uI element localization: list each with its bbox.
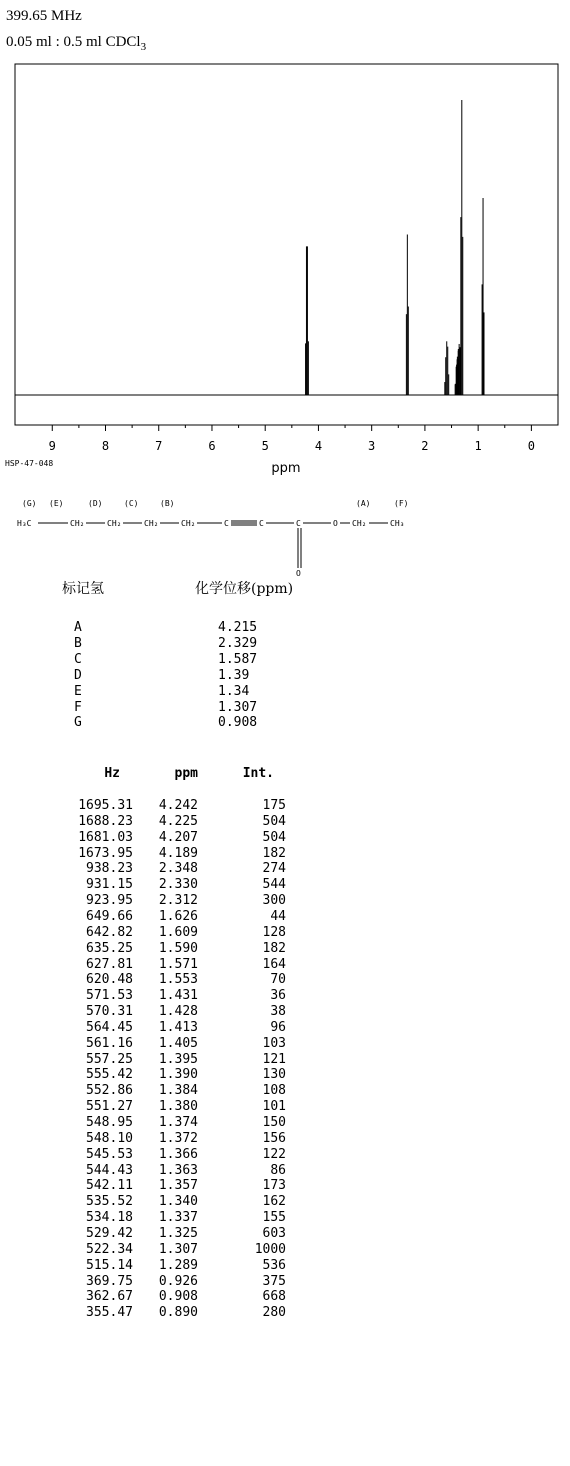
- label-f: (F): [394, 499, 409, 508]
- label-g: (G): [22, 499, 37, 508]
- peak-int: 173: [262, 1178, 286, 1194]
- assignment-shift: 1.39: [218, 667, 250, 683]
- label-c: (C): [124, 499, 139, 508]
- peak-ppm: 1.390: [158, 1067, 198, 1083]
- peak-int: 164: [262, 956, 286, 972]
- assignment-shift: 1.34: [218, 683, 250, 699]
- peak-header-ppm: ppm: [174, 766, 198, 781]
- peak-ppm: 1.337: [158, 1210, 198, 1226]
- atom-ch3-f: CH₃: [390, 519, 405, 528]
- peak-int: 536: [262, 1257, 286, 1273]
- label-d: (D): [88, 499, 103, 508]
- peak-hz: 551.27: [86, 1099, 133, 1115]
- peak-hz: 923.95: [86, 893, 133, 909]
- peak-int: 44: [270, 908, 286, 924]
- peak-int: 156: [262, 1130, 286, 1146]
- peak-hz: 544.43: [86, 1162, 133, 1178]
- peak-ppm: 4.207: [158, 829, 198, 845]
- peak-int: 162: [262, 1194, 286, 1210]
- peak-ppm: 1.357: [158, 1178, 198, 1194]
- peak-int: 603: [262, 1225, 286, 1241]
- x-tick-label: 4: [314, 439, 323, 453]
- peak-int: 175: [262, 798, 286, 813]
- label-e: (E): [49, 499, 64, 508]
- peak-hz: 362.67: [86, 1289, 133, 1305]
- peak-int: 544: [262, 877, 286, 893]
- peak-ppm: 1.428: [158, 1004, 198, 1020]
- peak-ppm: 1.590: [158, 940, 198, 956]
- assignment-label: B: [74, 635, 82, 651]
- peak-hz: 642.82: [86, 924, 133, 940]
- peak-hz: 542.11: [86, 1178, 133, 1194]
- peak-int: 300: [262, 893, 286, 909]
- peak-int: 121: [262, 1051, 286, 1067]
- assignment-shift: 4.215: [218, 620, 258, 635]
- peak-hz: 355.47: [86, 1305, 133, 1321]
- peak-int: 504: [262, 829, 286, 845]
- assignment-shift: 0.908: [218, 715, 258, 731]
- peak-hz: 938.23: [86, 861, 133, 877]
- peak-int: 130: [262, 1067, 286, 1083]
- peak-ppm: 1.571: [158, 956, 198, 972]
- atom-o-ester: O: [333, 519, 338, 528]
- peak-hz: 635.25: [86, 940, 133, 956]
- peak-hz: 931.15: [86, 877, 133, 893]
- atom-ch2-e: CH₂: [70, 519, 85, 528]
- peak-int: 504: [262, 813, 286, 829]
- peak-ppm: 1.374: [158, 1115, 198, 1130]
- atom-c-alkyne-2: C: [259, 519, 264, 528]
- plot-frame: [15, 64, 558, 425]
- peak-hz: 627.81: [86, 956, 133, 972]
- peak-hz: 557.25: [86, 1051, 133, 1067]
- peak-ppm: 1.325: [158, 1225, 198, 1241]
- peak-int: 122: [262, 1146, 286, 1162]
- peak-hz: 535.52: [86, 1194, 133, 1210]
- assignment-shift: 1.307: [218, 699, 258, 715]
- peak-hz: 570.31: [86, 1004, 133, 1020]
- peak-hz: 369.75: [86, 1273, 133, 1289]
- peak-hz: 548.10: [86, 1130, 133, 1146]
- nmr-spectrum-chart: [0, 0, 570, 480]
- peak-hz: 548.95: [86, 1115, 133, 1130]
- assignment-header-proton: 标记氢: [62, 581, 104, 597]
- peak-header-int: Int.: [242, 766, 274, 781]
- peak-hz: 1681.03: [78, 829, 133, 845]
- atom-c-carbonyl: C: [296, 519, 301, 528]
- peak-int: 103: [262, 1035, 286, 1051]
- peak-ppm: 1.366: [158, 1146, 198, 1162]
- peak-ppm: 0.926: [158, 1273, 198, 1289]
- atom-ch2-d: CH₂: [107, 519, 122, 528]
- label-b: (B): [160, 499, 175, 508]
- peak-hz: 1688.23: [78, 813, 133, 829]
- peak-hz: 649.66: [86, 908, 133, 924]
- peak-int: 155: [262, 1210, 286, 1226]
- assignment-header-shift: 化学位移(ppm): [195, 581, 294, 597]
- peak-ppm: 4.189: [158, 845, 198, 861]
- x-tick-label: 0: [527, 439, 535, 453]
- atom-ch2-c: CH₂: [144, 519, 159, 528]
- assignment-shift: 1.587: [218, 651, 258, 667]
- peak-ppm: 1.626: [158, 908, 198, 924]
- peak-int: 128: [262, 924, 286, 940]
- peak-int: 150: [262, 1115, 286, 1130]
- atom-h3c: H₃C: [17, 519, 32, 528]
- spectrum-id: HSP-47-048: [5, 459, 54, 468]
- peak-int: 86: [270, 1162, 286, 1178]
- peak-int: 182: [262, 845, 286, 861]
- peak-hz: 534.18: [86, 1210, 133, 1226]
- peak-hz: 555.42: [86, 1067, 133, 1083]
- peak-int: 36: [270, 988, 286, 1004]
- atom-ch2-a: CH₂: [352, 519, 367, 528]
- atom-c-alkyne-1: C: [224, 519, 229, 528]
- x-tick-label: 6: [208, 439, 216, 453]
- x-tick-label: 9: [48, 439, 56, 453]
- peak-ppm: 1.405: [158, 1035, 198, 1051]
- peak-int: 1000: [254, 1241, 286, 1257]
- peak-ppm: 1.413: [158, 1019, 198, 1035]
- peak-int: 96: [270, 1019, 286, 1035]
- sample-subscript: 3: [140, 41, 147, 53]
- peak-int: 38: [270, 1004, 286, 1020]
- peak-ppm: 1.384: [158, 1083, 198, 1099]
- x-tick-label: 3: [368, 439, 376, 453]
- peak-hz: 529.42: [86, 1225, 133, 1241]
- peak-int: 108: [262, 1083, 286, 1099]
- assignment-label: G: [74, 715, 82, 731]
- peak-ppm: 1.372: [158, 1130, 198, 1146]
- peak-int: 70: [270, 972, 286, 988]
- peak-header-hz: Hz: [104, 766, 120, 781]
- assignment-label: F: [74, 699, 82, 715]
- atom-ch2-b: CH₂: [181, 519, 196, 528]
- spectrum-peaks: [306, 100, 484, 395]
- peak-ppm: 1.380: [158, 1099, 198, 1115]
- peak-int: 280: [262, 1305, 286, 1321]
- peak-ppm: 1.363: [158, 1162, 198, 1178]
- peak-ppm: 4.225: [158, 813, 198, 829]
- assignment-shift: 2.329: [218, 635, 258, 651]
- peak-ppm: 1.553: [158, 972, 198, 988]
- peak-ppm: 2.312: [158, 893, 198, 909]
- peak-hz: 620.48: [86, 972, 133, 988]
- x-tick-label: 5: [261, 439, 269, 453]
- peak-int: 101: [262, 1099, 286, 1115]
- peak-ppm: 0.890: [158, 1305, 198, 1321]
- peak-hz: 545.53: [86, 1146, 133, 1162]
- label-a: (A): [356, 499, 371, 508]
- peak-hz: 1673.95: [78, 845, 133, 861]
- peak-hz: 515.14: [86, 1257, 133, 1273]
- x-axis-label: ppm: [271, 461, 301, 476]
- peak-ppm: 1.289: [158, 1257, 198, 1273]
- x-axis-ticks: [49, 425, 535, 453]
- peak-ppm: 2.348: [158, 861, 198, 877]
- peak-hz: 522.34: [86, 1241, 133, 1257]
- x-tick-label: 8: [101, 439, 110, 453]
- peak-ppm: 1.431: [158, 988, 198, 1004]
- peak-hz: 564.45: [86, 1019, 133, 1035]
- peak-ppm: 1.609: [158, 924, 198, 940]
- sample-description-text: 0.05 ml : 0.5 ml CDCl: [6, 34, 141, 50]
- assignment-label: A: [74, 620, 82, 635]
- peak-hz: 1695.31: [78, 798, 133, 813]
- assignment-label: E: [74, 683, 82, 699]
- peak-hz: 552.86: [86, 1083, 133, 1099]
- peak-int: 375: [262, 1273, 286, 1289]
- x-tick-label: 7: [155, 439, 163, 453]
- peak-ppm: 1.340: [158, 1194, 198, 1210]
- peak-int: 182: [262, 940, 286, 956]
- spectrometer-frequency: 399.65 MHz: [6, 8, 82, 24]
- x-tick-label: 2: [421, 439, 429, 453]
- atom-o-carbonyl: O: [296, 569, 301, 578]
- peak-ppm: 1.395: [158, 1051, 198, 1067]
- peak-hz: 561.16: [86, 1035, 133, 1051]
- x-tick-label: 1: [474, 439, 482, 453]
- peak-int: 274: [262, 861, 286, 877]
- molecular-structure: [0, 490, 570, 580]
- peak-ppm: 1.307: [158, 1241, 198, 1257]
- peak-int: 668: [262, 1289, 286, 1305]
- peak-ppm: 4.242: [158, 798, 198, 813]
- assignment-label: D: [74, 667, 82, 683]
- peak-hz: 571.53: [86, 988, 133, 1004]
- peak-ppm: 0.908: [158, 1289, 198, 1305]
- assignment-label: C: [74, 651, 82, 667]
- peak-ppm: 2.330: [158, 877, 198, 893]
